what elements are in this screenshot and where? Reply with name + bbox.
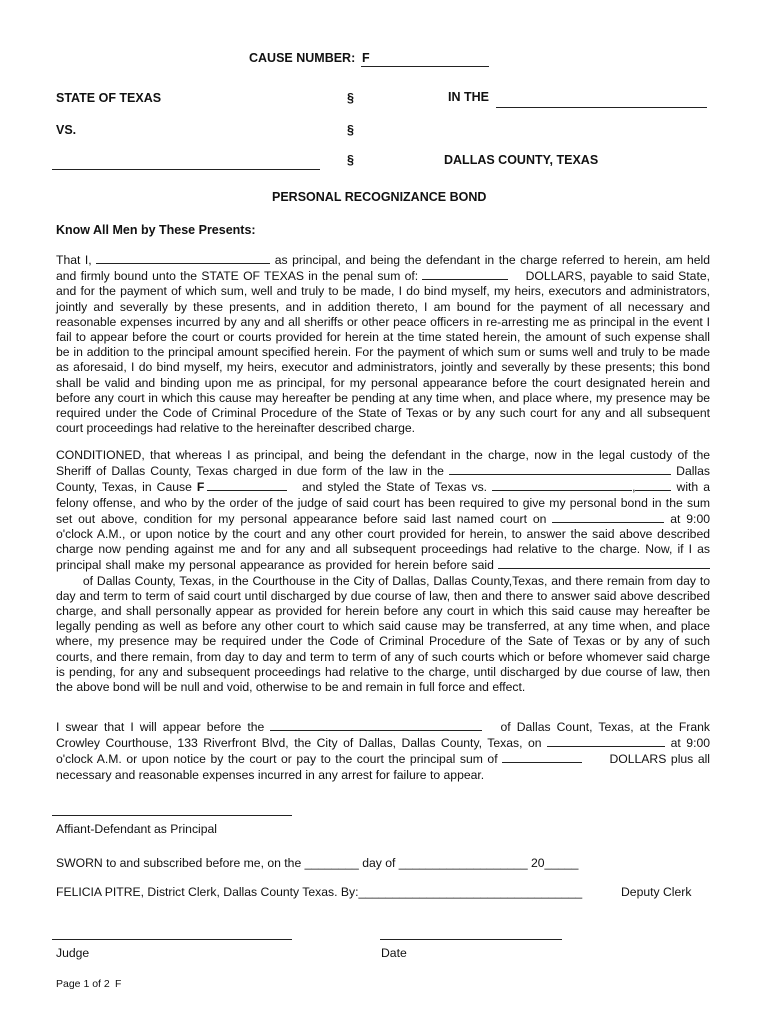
penal-sum-field[interactable]	[422, 268, 508, 280]
footer-code: F	[115, 978, 122, 990]
vs-label: VS.	[56, 123, 77, 137]
swear-court-field[interactable]	[270, 719, 482, 731]
in-the-label: IN THE	[448, 90, 489, 104]
principal-sum-field[interactable]	[502, 751, 582, 763]
sworn-line: SWORN to and subscribed before me, on the ________ day of ___________________ 20_____	[56, 856, 579, 870]
bond-paragraph-3	[56, 719, 710, 783]
that-i-text: That I,	[56, 253, 92, 267]
cause-prefix: F	[196, 480, 205, 495]
styled-text: and styled the State of Texas vs.	[302, 480, 488, 495]
county-label: DALLAS COUNTY, TEXAS	[444, 153, 599, 167]
affiant-signature-line[interactable]	[52, 815, 292, 816]
charging-court-field[interactable]	[449, 463, 671, 475]
styled-extra-field[interactable]	[635, 479, 671, 491]
date-signature-line[interactable]	[380, 939, 562, 940]
swear-text: I swear that I will appear before the	[56, 720, 265, 734]
cause-number-label: CAUSE NUMBER:	[249, 51, 356, 65]
appearance-court-field[interactable]	[498, 557, 710, 569]
judge-signature-line[interactable]	[52, 939, 292, 940]
bond-terms-text: payable to said State, and for the payment of which sum, well and truly to be made, I do bind myself, my heirs, executors and administrators, jointly and severally by these presents, and in addition thereto, I am bound for the payment of all necessary and reasonable expenses incurred by any and all sheriffs or other peace officers in re-arresting me as principal in the event I fail to appear before the court or courts provided for herein at the time stated herein, the amount of such expense shall be in addition to the principal amount specified herein. For the payment of which sum or sums well and truly to be made as aforesaid, I do bind myself, my heirs, executor and administrators, jointly and severally by these presents; this bond shall be valid and binding upon me as principal, for my personal appearance before the court designated herein and before any court in which this cause may hereafter be pending at any time when, and place where, my presence may be required under the Code of Criminal Procedure of the State of Texas or by any such court for any and all subsequent court proceedings had relative to the hereinafter described charge.	[56, 269, 711, 436]
swear-date-field[interactable]	[547, 735, 665, 747]
section-mark: §	[347, 123, 354, 137]
time-text: at 9:00 o'clock A.M. or upon notice by the court or pay to the court the principal sum of	[56, 736, 711, 767]
cause-number-inline-field[interactable]	[207, 479, 287, 491]
cause-number-prefix: F	[362, 51, 370, 65]
conditioned-text: CONDITIONED, that whereas I as principal, and being the defendant in the charge, now in the legal custody of the Sheriff of Dallas County, Texas charged in due form of the law in the	[56, 448, 710, 479]
document-title: PERSONAL RECOGNIZANCE BOND	[272, 190, 487, 204]
penal-sum-text: as principal, and being the defendant in the charge referred to herein, am held and firmly bound unto the STATE OF TEXAS in the penal sum of:	[56, 253, 711, 284]
styled-defendant-field[interactable]	[492, 479, 632, 491]
bond-paragraph-2	[56, 448, 710, 695]
judge-label: Judge	[56, 946, 90, 960]
felony-text: with a felony offense, and who by the order of the judge of said court has been required to give my personal bond in the sum set out above, condition for my personal appearance before said last named court on	[56, 480, 710, 526]
courthouse-text: of Dallas County, Texas, in the Courthouse in the City of Dallas, Dallas County,Texas, and there remain from day to day and term to term of said court until discharged by due course of law, then and there to answer said above described charge, and shall personally appear as provided for herein before any court in which this said cause may hereafter be legally pending as well as before any other court to which said cause may be transferred, at any time when, and place where, my presence may be required under the Code of Criminal Procedure of the Sate of Texas or by any of such courts, and there remain, from day to day and term to term of any of such courts which or before whomever said charge is pending, for any and subsequent proceedings had relative to the charge, until discharged by due course of law, then the above bond will be null and void, otherwise to be and remain in full force and effect.	[56, 573, 710, 695]
cause-text: Dallas County, Texas, in Cause	[56, 464, 711, 495]
deputy-clerk-label: Deputy Clerk	[621, 885, 692, 899]
affiant-label: Affiant-Defendant as Principal	[56, 822, 218, 836]
court-field[interactable]	[496, 107, 707, 108]
dollars-label: DOLLARS,	[525, 269, 586, 284]
section-mark: §	[347, 153, 354, 167]
state-of-texas: STATE OF TEXAS	[56, 91, 162, 105]
defendant-name-field[interactable]	[52, 169, 320, 170]
page-number: Page 1 of 2	[56, 978, 110, 990]
cause-number-field[interactable]	[361, 66, 489, 67]
courthouse-address-text: of Dallas Count, Texas, at the Frank Crowley Courthouse, 133 Riverfront Blvd, the City of Dallas, Dallas County, Texas, on	[56, 720, 710, 751]
clerk-line: FELICIA PITRE, District Clerk, Dallas County Texas. By:_________________________________	[56, 885, 583, 899]
notice-text: at 9:00 o'clock A.M., or upon notice by the court and any other court provided for herein, to answer the said above described charge now pending against me and for any and all subsequent proceedings had relative to the charge. Now, if I as principal shall make my personal appearance as provided for herein before said	[56, 511, 711, 573]
appearance-date-field[interactable]	[552, 511, 664, 523]
bond-paragraph-1	[56, 252, 710, 436]
intro-heading: Know All Men by These Presents:	[56, 223, 256, 237]
principal-name-field[interactable]	[96, 252, 270, 264]
comma: ,	[632, 480, 636, 495]
expenses-text: DOLLARS plus all necessary and reasonable expenses incurred in any arrest for failure to appear.	[56, 752, 711, 782]
section-mark: §	[347, 91, 354, 105]
date-label: Date	[381, 946, 407, 960]
